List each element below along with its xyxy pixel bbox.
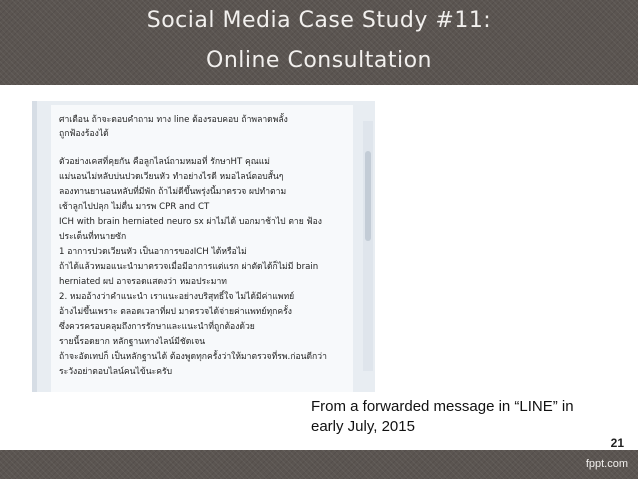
caption-line1: From a forwarded message in “LINE” in (311, 398, 574, 415)
chat-line: แม่นอนไม่หลับบ่นปวดเวียนหัว ทำอย่างไรดี หมอไลน์ตอบสั้นๆ (59, 172, 284, 182)
slide-title-line2: Online Consultation (206, 48, 432, 73)
chat-line: 1 อาการปวดเวียนหัว เป็นอาการของICH ได้หรือไม่ (59, 247, 247, 257)
slide-title-line1: Social Media Case Study #11: (146, 8, 492, 33)
brand-logo-text: fppt.com (585, 458, 628, 470)
title-banner (0, 0, 638, 85)
chat-line: รายนี้รอดยาก หลักฐานทางไลน์มีชัดเจน (59, 337, 206, 347)
chat-line: ถ้าจะอัดเทปก็ เป็นหลักฐานได้ ต้องพูดทุกครั้งว่าให้มาตรวจที่รพ.ก่อนดีกว่า (59, 352, 327, 362)
chat-line: เช้าลูกไปปลุก ไม่ตื่น มารพ CPR and CT (59, 202, 210, 212)
chat-line: ตัวอย่างเคสที่คุยกัน คือลูกไลน์ถามหมอที่ รักษาHT คุณแม่ (59, 157, 270, 167)
chat-line: ซึ่งควรครอบคลุมถึงการรักษาและแนะนำที่ถูกต้องด้วย (59, 322, 255, 332)
chat-line: herniated ผป อาจรอดแสดงว่า หมอประมาท (59, 277, 227, 287)
chat-line: ถ้าได้แล้วหมอแนะนำมาตรวจเมื่อมีอาการแต่แรก ผ่าตัดได้ก็ไม่มี brain (59, 262, 319, 272)
footer-bar (0, 450, 638, 479)
chat-line: ถูกฟ้องร้องได้ (59, 129, 109, 139)
chat-scrollbar[interactable] (363, 121, 373, 371)
chat-message-bubble (51, 105, 353, 392)
chat-screenshot (32, 101, 375, 392)
chat-line: 2. หมออ้างว่าคำแนะนำ เราแนะอย่างบริสุทธิ์ใจ ไม่ได้มีค่าแพทย์ (59, 292, 295, 302)
chat-line: ลองทานยานอนหลับที่มีพัก ถ้าไม่ดีขึ้นพรุ่งนี้มาตรวจ ผปทำตาม (59, 187, 287, 197)
caption-line2: early July, 2015 (311, 418, 415, 435)
source-caption (311, 397, 611, 437)
scrollbar-thumb[interactable] (365, 151, 371, 241)
chat-line: ระวังอย่าตอบไลน์คนไข้นะครับ (59, 367, 173, 377)
chat-line: ศาเตือน ถ้าจะตอบคำถาม ทาง line ต้องรอบคอบ ถ้าพลาดพลั้ง (59, 115, 288, 125)
chat-line: ICH with brain herniated neuro sx ผ่าไม่ได้ บอกมาช้าไป ตาย ฟ้อง (59, 217, 322, 227)
slide-number: 21 (610, 436, 624, 450)
chat-line: ประเด็นที่ทนายซัก (59, 232, 127, 242)
chat-line: อ้างไม่ขึ้นเพราะ ตลอดเวลาที่ผป มาตรวจได้จ่ายค่าแพทย์ทุกครั้ง (59, 307, 292, 317)
